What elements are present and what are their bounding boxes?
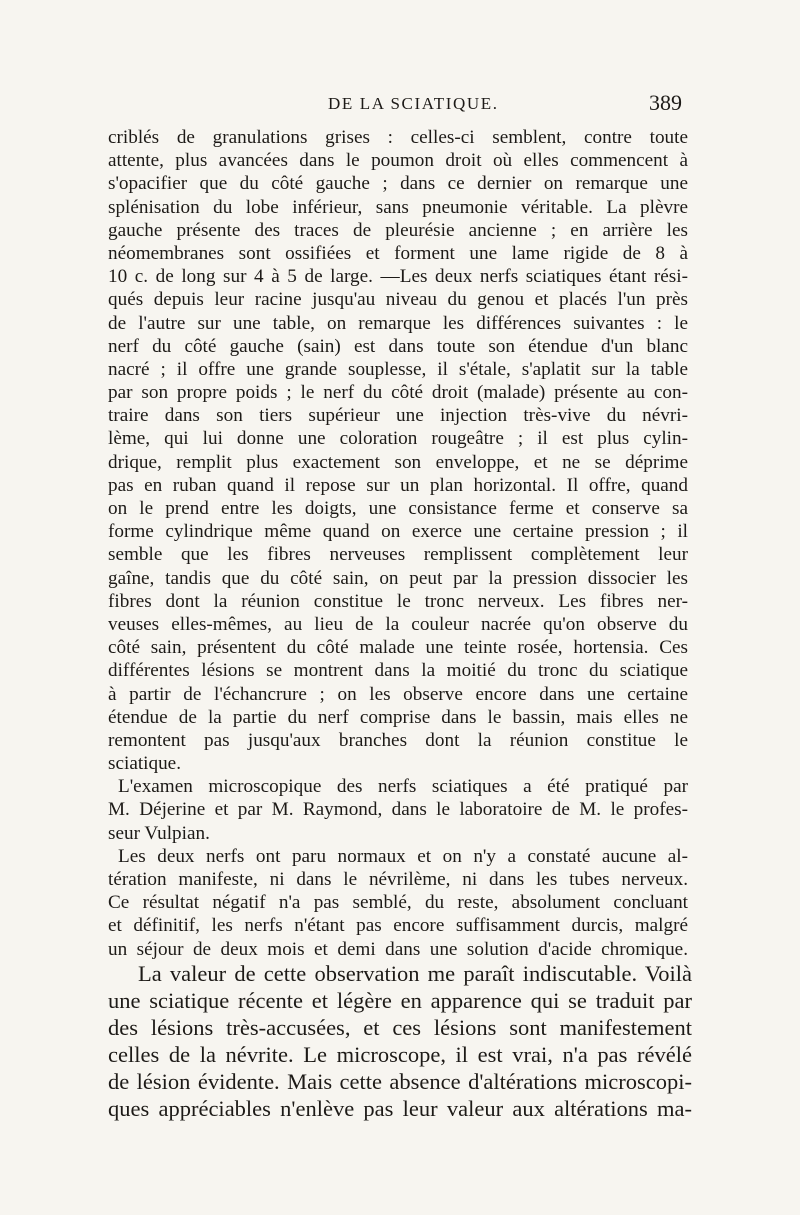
text-line: à partir de l'échancrure ; on les observe encore dans une certaine: [108, 683, 688, 705]
section-divider: [108, 945, 692, 946]
text-line: de l'autre sur une table, on remarque les différences suivantes : le: [108, 312, 688, 334]
text-line: pas en ruban quand il repose sur un plan horizontal. Il offre, quand: [108, 474, 688, 496]
text-line: seur Vulpian.: [108, 822, 210, 844]
text-line: remontent pas jusqu'aux branches dont la réunion constitue le: [108, 729, 688, 751]
text-line: une sciatique récente et légère en apparence qui se traduit par: [108, 988, 692, 1013]
text-line: 10 c. de long sur 4 à 5 de large. —Les deux nerfs sciatiques étant rési-: [108, 266, 688, 288]
page-header: [108, 90, 682, 124]
text-line: La valeur de cette observation me paraît indiscutable. Voilà: [138, 961, 692, 986]
text-line: qués depuis leur racine jusqu'au niveau du genou et placés l'un près: [108, 289, 688, 311]
text-line: un séjour de deux mois et demi dans une solution d'acide chromique.: [108, 938, 688, 960]
text-line: par son propre poids ; le nerf du côté droit (malade) présente au con-: [108, 382, 688, 404]
text-line: M. Déjerine et par M. Raymond, dans le laboratoire de M. le profes-: [108, 799, 688, 821]
text-line: forme cylindrique même quand on exerce une certaine pression ; il: [108, 521, 688, 543]
text-line: splénisation du lobe inférieur, sans pneumonie véritable. La plèvre: [108, 196, 688, 218]
text-line: traire dans son tiers supérieur une injection très-vive du névri-: [108, 405, 688, 427]
text-line: ques appréciables n'enlève pas leur valeur aux altérations ma-: [108, 1096, 692, 1121]
text-line: on le prend entre les doigts, une consistance ferme et conserve sa: [108, 498, 688, 519]
text-line: veuses elles-mêmes, au lieu de la couleur nacrée qu'on observe du: [108, 613, 688, 635]
text-line: de lésion évidente. Mais cette absence d'altérations microscopi-: [108, 1069, 692, 1094]
text-line: néomembranes sont ossifiées et forment une lame rigide de 8 à: [108, 242, 688, 264]
text-line: sciatique.: [108, 753, 181, 775]
text-line: attente, plus avancées dans le poumon droit où elles commencent à: [108, 150, 688, 172]
text-line: Ce résultat négatif n'a pas semblé, du reste, absolument concluant: [108, 892, 688, 914]
text-line: criblés de granulations grises : celles-ci semblent, contre toute: [108, 127, 688, 148]
text-line: côté sain, présentent du côté malade une teinte rosée, hortensia. Ces: [108, 637, 688, 659]
text-line: Les deux nerfs ont paru normaux et on n'y a constaté aucune al-: [118, 845, 688, 867]
text-line: différentes lésions se montrent dans la moitié du tronc du sciatique: [108, 660, 688, 682]
text-line: celles de la névrite. Le microscope, il est vrai, n'a pas révélé: [108, 1042, 692, 1067]
commentary-text: [108, 960, 692, 1122]
page-number: 389: [649, 90, 682, 115]
text-line: lème, qui lui donne une coloration rougeâtre ; il est plus cylin-: [108, 428, 688, 450]
text-line: s'opacifier que du côté gauche ; dans ce dernier on remarque une: [108, 173, 688, 195]
running-title: DE LA SCIATIQUE.: [328, 94, 499, 113]
text-line: gauche présente des traces de pleurésie ancienne ; en arrière les: [108, 219, 688, 241]
text-line: et définitif, les nerfs n'étant pas encore suffisamment durcis, malgré: [108, 915, 688, 937]
text-line: étendue de la partie du nerf comprise dans le bassin, mais elles ne: [108, 706, 688, 728]
text-line: gaîne, tandis que du côté sain, on peut par la pression dissocier les: [108, 567, 688, 589]
text-line: L'examen microscopique des nerfs sciatiques a été pratiqué par: [118, 776, 688, 798]
text-line: nerf du côté gauche (sain) est dans toute son étendue d'un blanc: [108, 335, 688, 357]
text-line: tération manifeste, ni dans le névrilème, ni dans les tubes nerveux.: [108, 869, 688, 890]
text-line: fibres dont la réunion constitue le tronc nerveux. Les fibres ner-: [108, 590, 688, 612]
text-line: nacré ; il offre une grande souplesse, il s'étale, s'aplatit sur la table: [108, 358, 688, 380]
text-line: drique, remplit plus exactement son enveloppe, et ne se déprime: [108, 451, 688, 473]
text-line: des lésions très-accusées, et ces lésions sont manifestement: [108, 1015, 692, 1040]
text-line: semble que les fibres nerveuses remplissent complètement leur: [108, 544, 688, 566]
case-report-text: [108, 126, 688, 961]
